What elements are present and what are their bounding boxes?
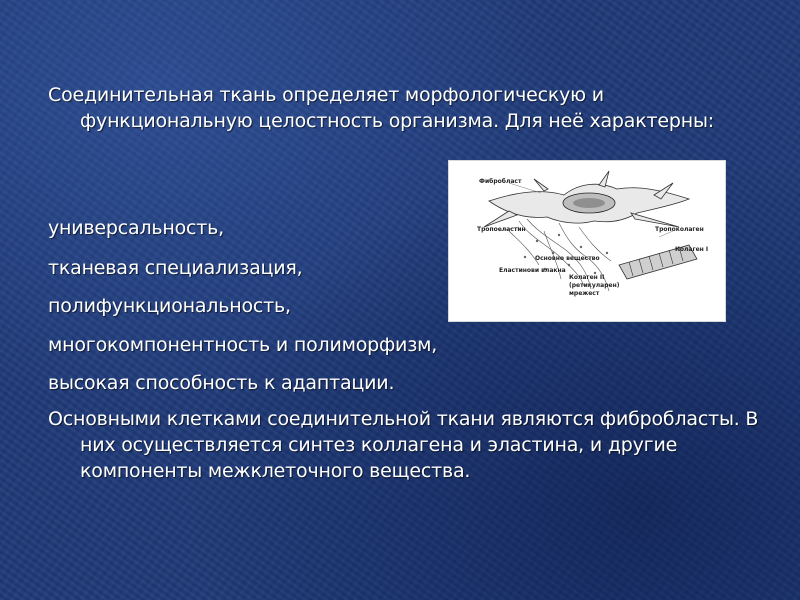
closing-paragraph: Основными клетками соединительной ткани являются фибробласты. В них осуществляется синтез коллагена и эластина, и другие компоненты межклеточного вещества. bbox=[48, 408, 759, 482]
label-collagen-1: Колаген I bbox=[675, 246, 709, 253]
list-item: тканевая специализация, bbox=[48, 257, 303, 279]
list-item: полифункциональность, bbox=[48, 295, 291, 317]
label-tropocollagen: Тропоколаген bbox=[655, 226, 704, 233]
fibroblast-figure bbox=[448, 160, 726, 322]
intro-paragraph: Соединительная ткань определяет морфологическую и функциональную целостность организма. Для неё характерны: bbox=[48, 84, 714, 132]
list-item: многокомпонентность и полиморфизм, bbox=[48, 334, 438, 356]
label-fibroblast: Фибробласт bbox=[479, 178, 522, 185]
list-item: универсальность, bbox=[48, 217, 224, 239]
list-item: высокая способность к адаптации. bbox=[48, 372, 395, 394]
label-collagen-3-c: мрежест bbox=[569, 290, 600, 297]
label-ground-substance: Основно вещество bbox=[535, 255, 600, 262]
label-collagen-3-a: Колаген II bbox=[569, 274, 605, 281]
label-tropoelastin: Тропоеластин bbox=[477, 226, 526, 233]
label-collagen-3-b: (ретикуларен) bbox=[569, 282, 620, 289]
fibroblast-diagram bbox=[449, 161, 725, 321]
label-elastic-fibers: Еластинови влакна bbox=[499, 267, 566, 274]
